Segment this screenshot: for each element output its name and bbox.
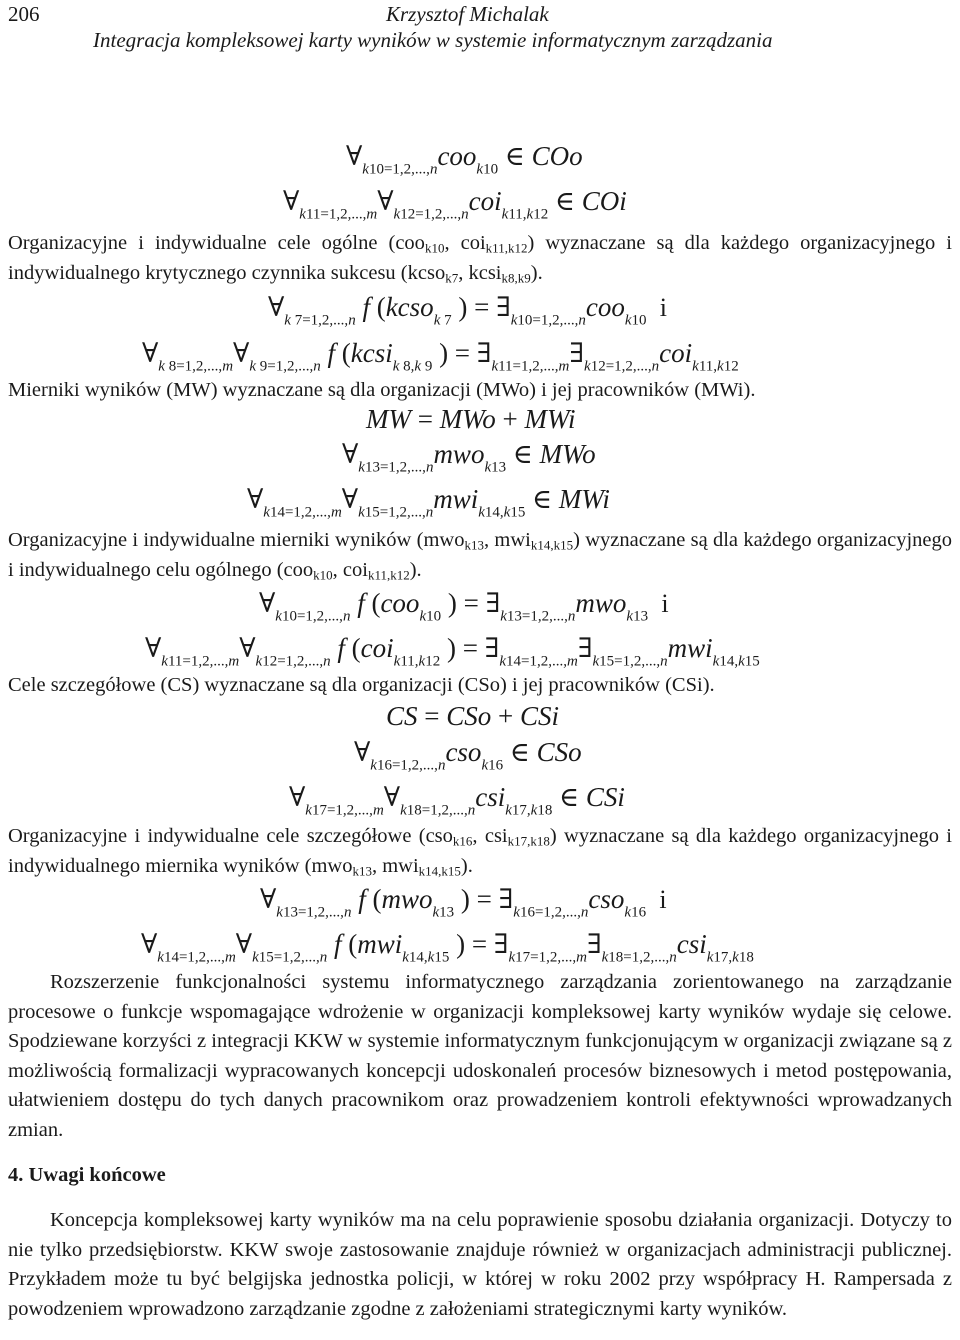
formula-mw-sum: MW = MWo + MWi	[366, 404, 576, 434]
section-heading-conclusions: 4. Uwagi końcowe	[8, 1164, 166, 1186]
formula-mwi-membership: $\forall_{k14=1,2,...,m}\forall_{k15=1,2,...,n}mwi_{k14,k15}$ ∈ MWi	[247, 484, 610, 521]
running-title: Integracja kompleksowej karty wyników w systemie informatycznym zarządzania	[93, 28, 773, 52]
paragraph-conclusions: Koncepcja kompleksowej karty wyników ma na celu poprawienie sposobu działania organizacji. Dotyczy to nie tylko przedsiębiorstw. KKW swoje zastosowanie znajduje również w organizacjach administracji publicznej. Przykładem może tu być belgijska jednostka policji, w której w roku 2002 przy współpracy H. Rampersada z powodzeniem wprowadzono zarządzanie zgodne z założeniami strategicznymi karty wyników.	[8, 1209, 952, 1320]
paragraph-specific-goals-for-measures: Organizacyjne i indywidualne cele szczegółowe (cso$_{k16}$, csi$_{k17,k18}$) wyznaczane są dla każdego organizacyjnego i indywidualnego miernika wyników (mwo$_{k13}$, mwi$_{k14,k15}$).	[8, 825, 952, 878]
formula-coo-mapping: $\forall_{k10=1,2,...,n}$ f (coo$_{k10}$ ) = $\exists_{k13=1,2,...,n}mwo_{k13}$ i	[259, 588, 669, 625]
formula-mwi-mapping: $\forall_{k14=1,2,...,m}\forall_{k15=1,2,...,n}$ f (mwi$_{k14,k15}$ ) = $\exists_{k17=1,2,...,m}\exists_{k18=1,2,...,n}csi_{k17,k18}$	[141, 929, 754, 966]
formula-mwo-membership: $\forall_{k13=1,2,...,n}mwo_{k13}$ ∈ MWo	[342, 439, 596, 476]
formula-coi-membership: $\forall_{k11=1,2,...,m}\forall_{k12=1,2,...,n}coi_{k11,k12}$ ∈ COi	[283, 186, 627, 223]
formula-coi-mapping: $\forall_{k11=1,2,...,m}\forall_{k12=1,2,...,n}$ f (coi$_{k11,k12}$ ) = $\exists_{k14=1,2,...,m}\exists_{k15=1,2,...,n}mwi_{k14,k15}$	[145, 633, 760, 670]
formula-cso-membership: $\forall_{k16=1,2,...,n}cso_{k16}$ ∈ CSo	[354, 737, 582, 774]
formula-mwo-mapping: $\forall_{k13=1,2,...,n}$ f (mwo$_{k13}$ ) = $\exists_{k16=1,2,...,n}cso_{k16}$ i	[260, 884, 667, 921]
paragraph-specific-goals-intro: Cele szczegółowe (CS) wyznaczane są dla organizacji (CSo) i jej pracowników (CSi).	[8, 674, 715, 696]
formula-coo-membership: $\forall_{k10=1,2,...,n}coo_{k10}$ ∈ COo	[346, 141, 583, 178]
paragraph-general-goals: Organizacyjne i indywidualne cele ogólne (coo$_{k10}$, coi$_{k11,k12}$) wyznaczane są dla każdego organizacyjnego i indywidualnego krytycznego czynnika sukcesu (kcso$_{k7}$, kcsi$_{k8,k9}$).	[8, 232, 952, 285]
formula-kcso-mapping: $\forall_{k 7=1,2,...,n}$ f (kcso$_{k 7}$ ) = $\exists_{k10=1,2,...,n}coo_{k10}$ i	[268, 292, 668, 329]
formula-kcsi-mapping: $\forall_{k 8=1,2,...,m}\forall_{k 9=1,2,...,n}$ f (kcsi$_{k 8,k 9}$ ) = $\exists_{k11=1,2,...,m}\exists_{k12=1,2,...,n}coi_{k11,k12}$	[142, 338, 739, 375]
running-author: Krzysztof Michalak	[386, 2, 549, 26]
formula-csi-membership: $\forall_{k17=1,2,...,m}\forall_{k18=1,2,...,n}csi_{k17,k18}$ ∈ CSi	[289, 782, 625, 819]
page-number: 206	[8, 2, 40, 26]
paragraph-measures-for-goals: Organizacyjne i indywidualne mierniki wyników (mwo$_{k13}$, mwi$_{k14,k15}$) wyznaczane są dla każdego organizacyjnego i indywidualnego celu ogólnego (coo$_{k10}$, coi$_{k11,k12}$).	[8, 529, 952, 582]
paragraph-system-extension: Rozszerzenie funkcjonalności systemu informatycznego zarządzania zorientowanego na zarządzanie procesowe o funkcje wspomagające wdrożenie w organizacji kompleksowej karty wyników wydaje się celowe. Spodziewane korzyści z integracji KKW w systemie informatycznym funkcjonującym w organizacji związane są z możliwością formalizacji wypracowanych koncepcji udoskonaleń procesów biznesowych i metod postępowania, ułatwieniem dostępu do tych danych pracownikom oraz prowadzeniem kontroli efektywności wprowadzanych zmian.	[8, 971, 952, 1141]
formula-cs-sum: CS = CSo + CSi	[386, 701, 560, 731]
paragraph-measures-intro: Mierniki wyników (MW) wyznaczane są dla organizacji (MWo) i jej pracowników (MWi).	[8, 379, 756, 401]
